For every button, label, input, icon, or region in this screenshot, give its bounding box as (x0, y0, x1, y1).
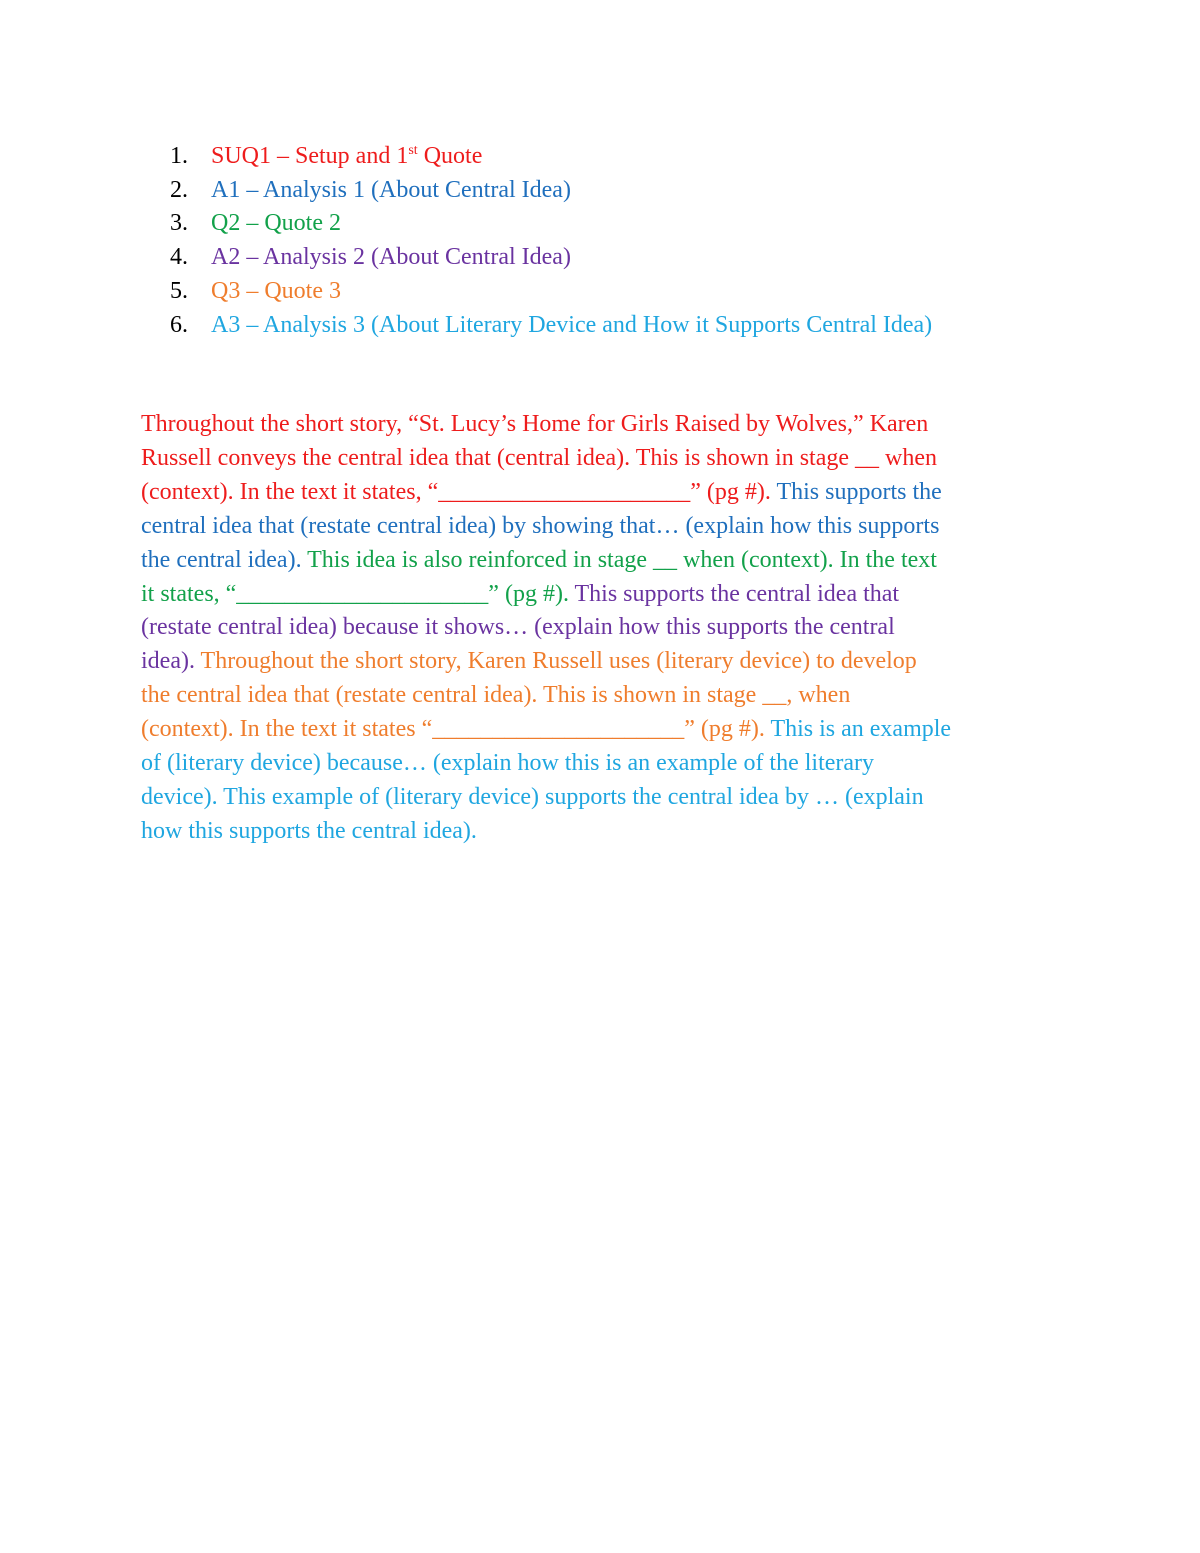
superscript: st (408, 143, 418, 158)
list-item (170, 309, 932, 343)
paragraph-line: Russell conveys the central idea that (central idea). This is shown in stage __ when (141, 444, 938, 471)
list-item-text: Q3 – Quote 3 (211, 277, 341, 304)
list-number: 6. (170, 311, 188, 338)
template-paragraph (141, 408, 951, 849)
paragraph-line: Throughout the short story, “St. Lucy’s Home for Girls Raised by Wolves,” Karen (141, 411, 929, 437)
paragraph-line: the central idea). This idea is also reinforced in stage __ when (context). In the text (141, 546, 937, 573)
list-number: 2. (170, 176, 188, 203)
paragraph-line: (context). In the text it states “_____________________” (pg #). This is an example (141, 716, 952, 743)
list-number: 3. (170, 210, 188, 237)
paragraph-line: device). This example of (literary device) supports the central idea by … (explain (141, 783, 924, 810)
list-item (170, 275, 932, 309)
list-item (170, 174, 932, 208)
list-item-text: A3 – Analysis 3 (About Literary Device and How it Supports Central Idea) (211, 311, 933, 338)
list-item-text: Q2 – Quote 2 (211, 210, 341, 237)
paragraph-line: idea). Throughout the short story, Karen Russell uses (literary device) to develop (141, 648, 917, 675)
paragraph-line: the central idea that (restate central idea). This is shown in stage __, when (141, 682, 851, 709)
paragraph-line: of (literary device) because… (explain how this is an example of the literary (141, 750, 875, 777)
list-number: 5. (170, 277, 188, 304)
list-item (170, 241, 932, 275)
list-number: 1. (170, 143, 188, 169)
paragraph-line: (restate central idea) because it shows… (explain how this supports the central (141, 614, 895, 641)
paragraph-line: central idea that (restate central idea) by showing that… (explain how this supports (141, 512, 940, 539)
list-number: 4. (170, 244, 188, 271)
paragraph-outline-list (170, 140, 932, 342)
list-item-text: A1 – Analysis 1 (About Central Idea) (211, 176, 571, 203)
list-item (170, 140, 932, 174)
list-item-text: A2 – Analysis 2 (About Central Idea) (211, 244, 571, 271)
paragraph-line: how this supports the central idea). (141, 817, 477, 844)
paragraph-line: (context). In the text it states, “_____________________” (pg #). This supports the (141, 478, 942, 505)
paragraph-line: it states, “_____________________” (pg #). This supports the central idea that (141, 580, 900, 607)
list-item (170, 207, 932, 241)
list-item-text: SUQ1 – Setup and 1st Quote (211, 143, 483, 169)
